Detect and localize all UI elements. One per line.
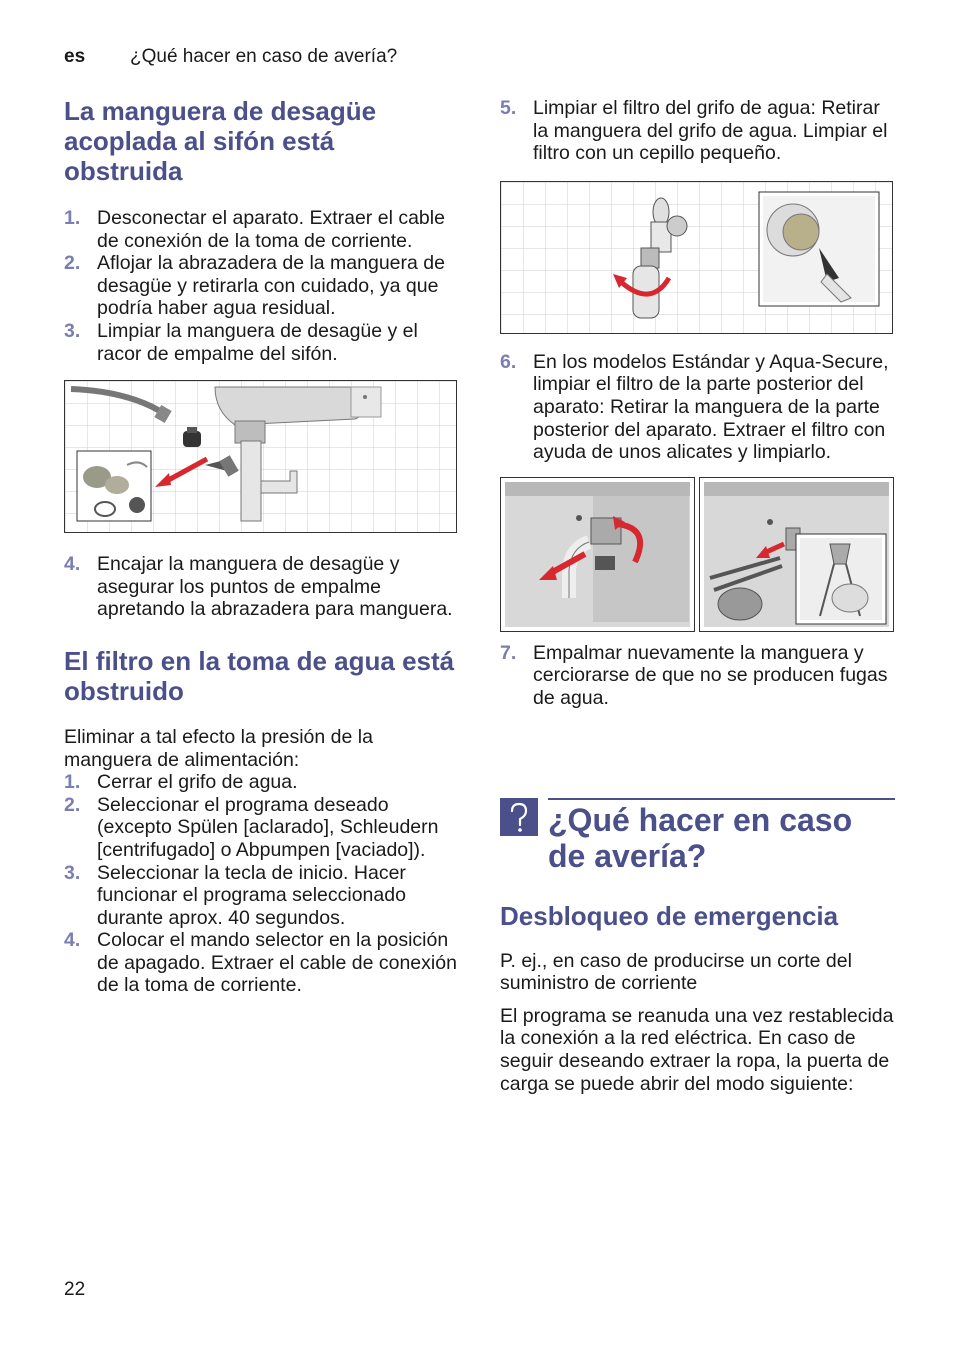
section-heading-drain-hose: La manguera de desagüe acoplada al sifón está obstruida: [64, 96, 377, 186]
page-header-title: ¿Qué hacer en caso de avería?: [130, 46, 398, 67]
step-list-right-6: [500, 351, 895, 464]
step-list-right-5: [500, 97, 895, 165]
intro-text: Eliminar a tal efecto la presión de la manguera de alimentación:: [64, 725, 373, 771]
list-item: 4. Colocar el mando selector en la posición de apagado. Extraer el cable de conexión de la toma de corriente.: [64, 929, 457, 997]
section-heading-water-inlet-filter: El filtro en la toma de agua está obstruido: [64, 645, 455, 706]
list-item: 1. Desconectar el aparato. Extraer el cable de conexión de la toma de corriente.: [64, 207, 445, 252]
list-item: 3. Limpiar la manguera de desagüe y el racor de empalme del sifón.: [64, 319, 418, 365]
paragraph-power-cut: P. ej., en caso de producirse un corte del suministro de corriente: [500, 949, 852, 995]
list-item: 4. Encajar la manguera de desagüe y asegurar los puntos de empalme apretando la abrazadera para manguera.: [64, 553, 453, 621]
section-heading-emergency-release: Desbloqueo de emergencia: [500, 900, 839, 931]
step-list-filter: [64, 771, 459, 997]
question-mark-icon: [500, 798, 538, 836]
list-item: 3. Seleccionar la tecla de inicio. Hacer funcionar el programa seleccionado durante aprox. 40 segundos.: [64, 861, 406, 929]
chapter-heading: [500, 798, 895, 874]
list-item: 2. Aflojar la abrazadera de la manguera de desagüe y retirarla con cuidado, ya que podría haber agua residual.: [64, 252, 445, 320]
page-header-lang: es: [64, 46, 86, 67]
step-list-right-7: [500, 642, 895, 710]
page-number: 22: [64, 1279, 86, 1300]
figure-pliers-filter: [699, 477, 894, 632]
list-item: 1. Cerrar el grifo de agua.: [64, 771, 298, 794]
list-item: 7. Empalmar nuevamente la manguera y cerciorarse de que no se producen fugas de agua.: [500, 641, 888, 709]
right-column: [500, 97, 895, 1095]
chapter-title: ¿Qué hacer en caso de avería?: [548, 801, 853, 874]
list-item: 2. Seleccionar el programa deseado (excepto Spülen [aclarado], Schleudern [centrifugado] o Abpumpen [vaciado]).: [64, 793, 439, 861]
figure-pair-back-filter: [500, 477, 894, 632]
step-list-drain: [64, 207, 459, 365]
step-list-drain-continued: [64, 553, 459, 621]
left-column: [64, 96, 459, 997]
figure-remove-hose: [500, 477, 695, 632]
paragraph-program-resume: El programa se reanuda una vez restablecida la conexión a la red eléctrica. En caso de seguir deseando extraer la ropa, la puerta de carga se puede abrir del modo siguiente:: [500, 1004, 894, 1095]
figure-siphon: [64, 380, 457, 533]
figure-tap-filter: [500, 181, 893, 334]
list-item: 6. En los modelos Estándar y Aqua-Secure, limpiar el filtro de la parte posterior del aparato: Retirar la manguera de la parte posterior del aparato. Extraer el filtro con ayuda de unos alicates y limpiarlo.: [500, 350, 889, 464]
list-item: 5. Limpiar el filtro del grifo de agua: Retirar la manguera del grifo de agua. Limpiar el filtro con un cepillo pequeño.: [500, 97, 888, 165]
